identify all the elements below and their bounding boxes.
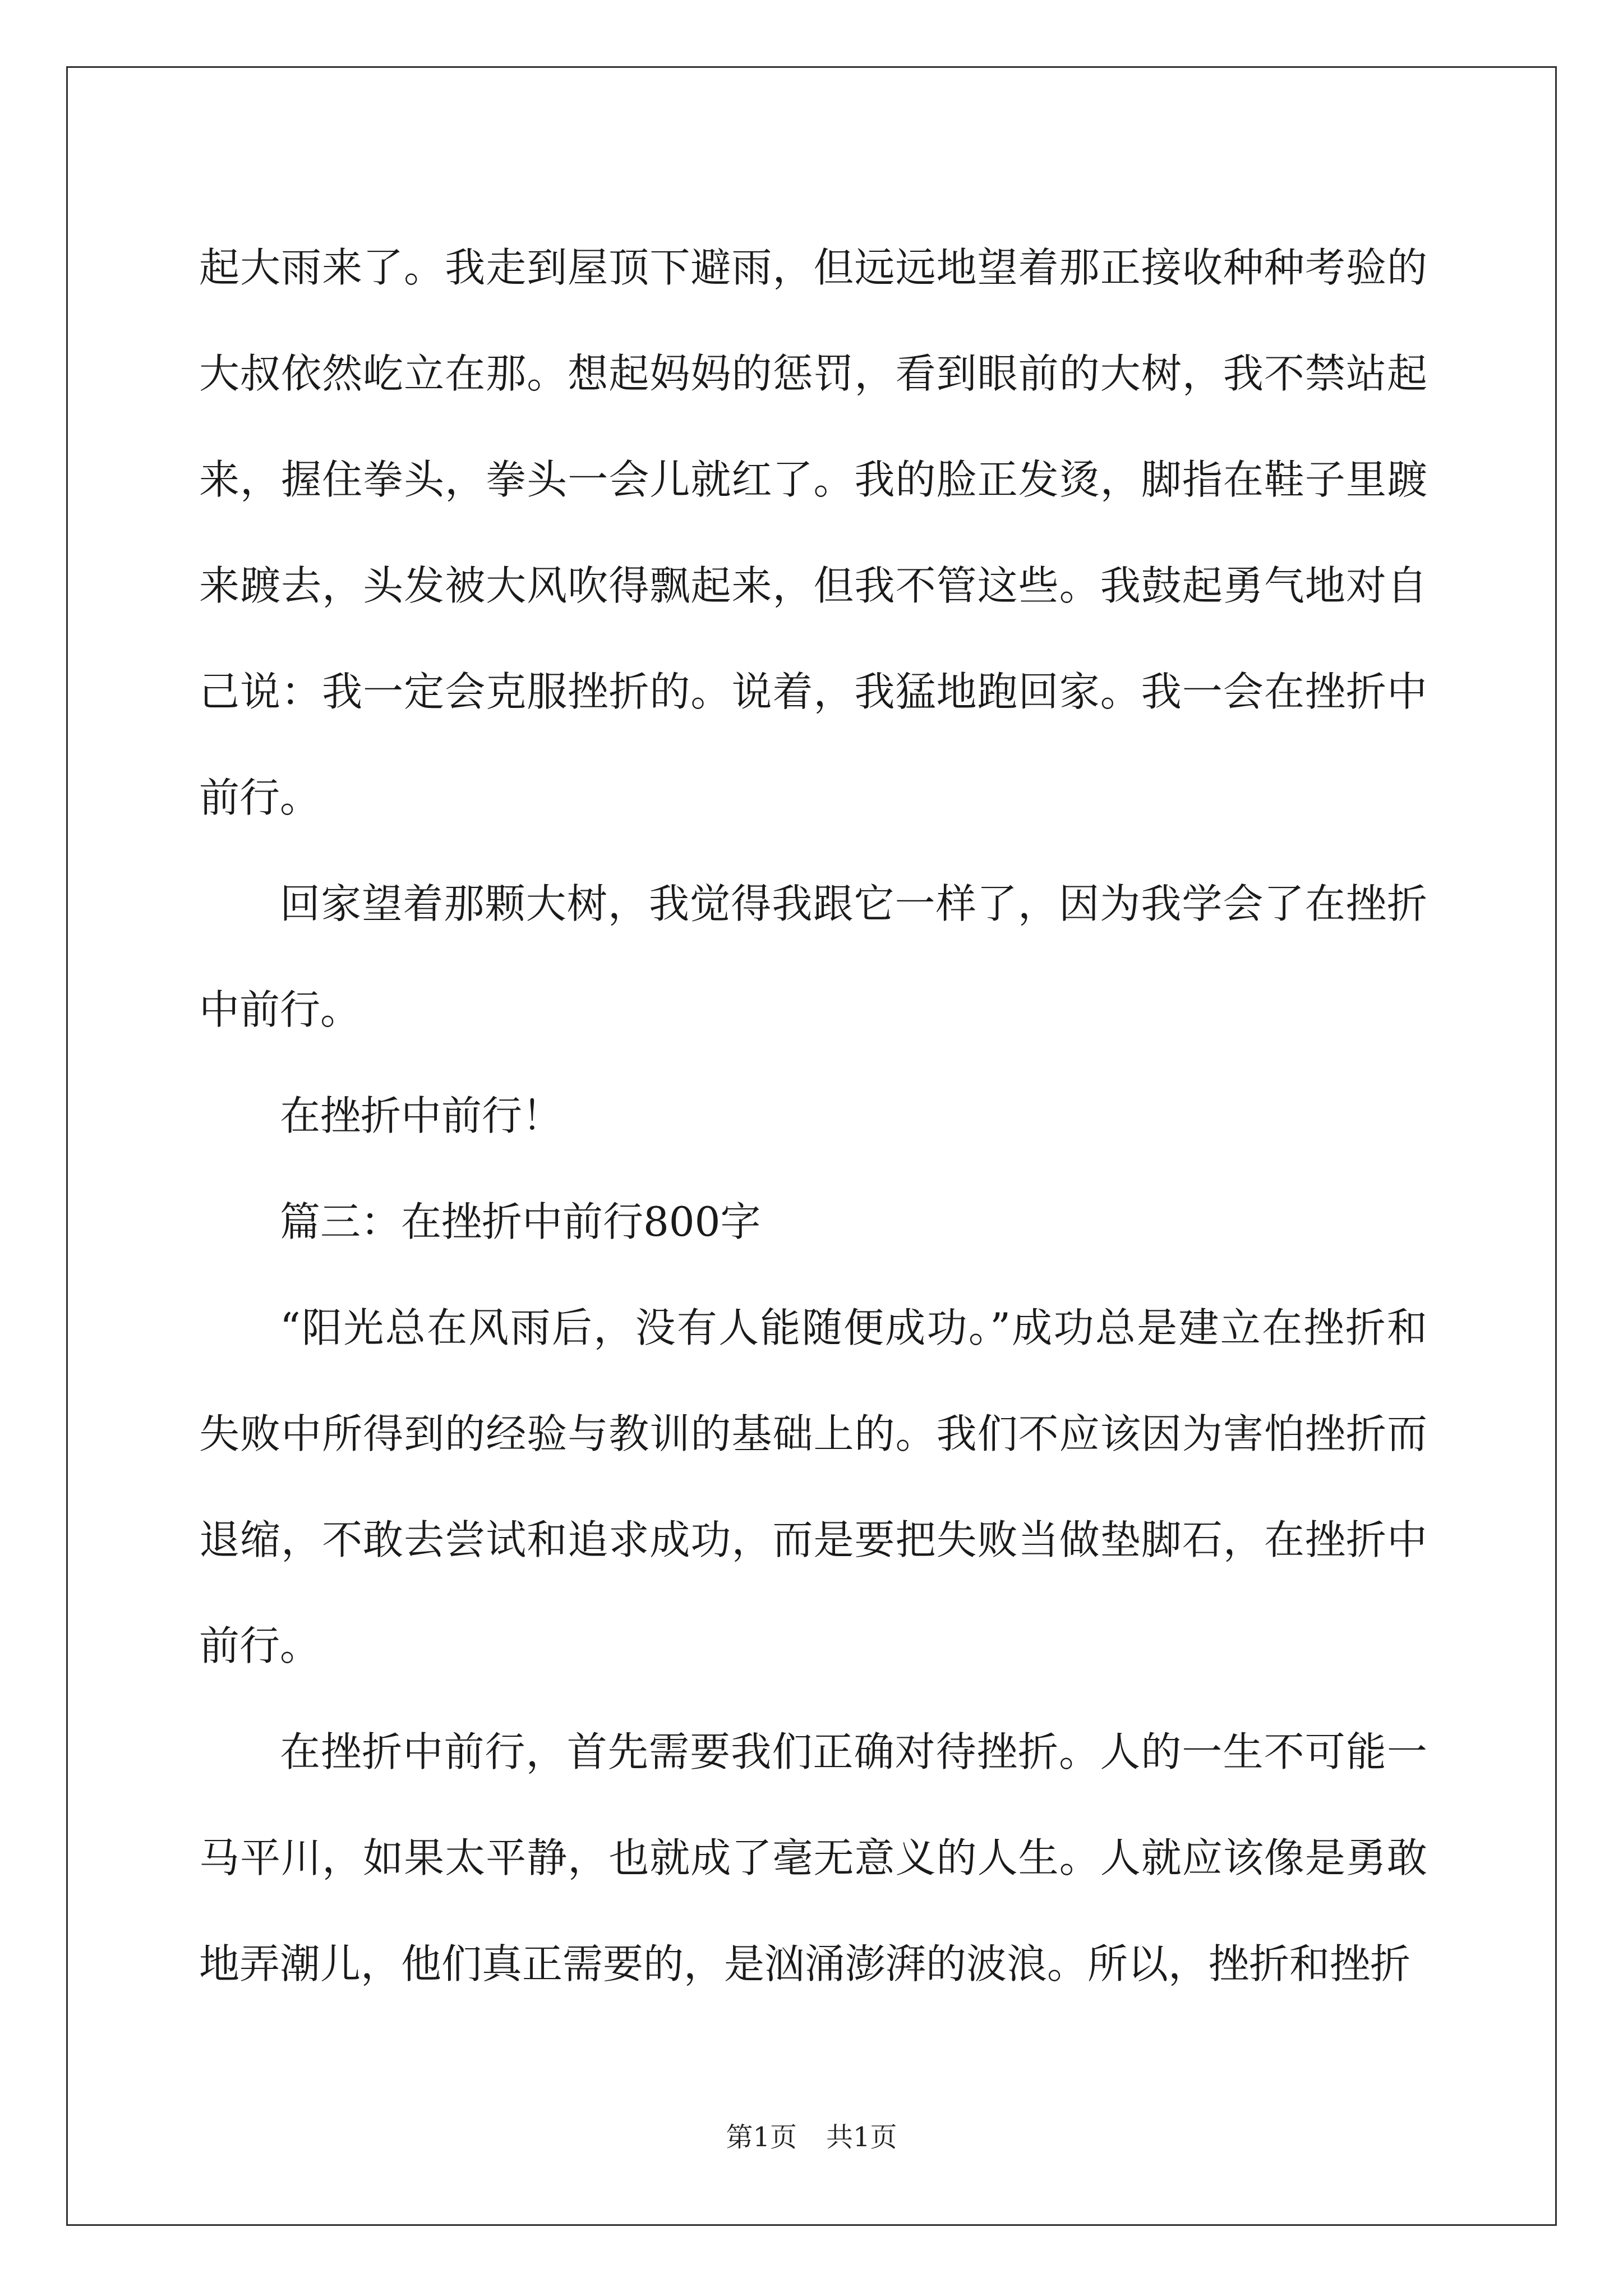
page-number: 第1页 — [726, 2122, 797, 2153]
paragraph: 在挫折中前行！ — [280, 1092, 563, 1139]
document-body — [199, 215, 1427, 2017]
paragraph: 在挫折中前行，首先需要我们正确对待挫折。人的一生不可能一马平川，如果太平静，也就成了毫无意义的人生。人就应该像是勇敢地弄潮儿，他们真正需要的，是汹涌澎湃的波浪。所以，挫折和挫折 — [199, 1728, 1427, 1987]
paragraph: 起大雨来了。我走到屋顶下避雨，但远远地望着那正接收种种考验的大叔依然屹立在那。想起妈妈的惩罚，看到眼前的大树，我不禁站起来，握住拳头，拳头一会儿就红了。我的脸正发烫，脚指在鞋子里踱来踱去，头发被大风吹得飘起来，但我不管这些。我鼓起勇气地对自己说：我一定会克服挫折的。说着，我猛地跑回家。我一会在挫折中前行。 — [199, 244, 1427, 821]
section-heading: 篇三：在挫折中前行800字 — [280, 1198, 761, 1245]
paragraph: 回家望着那颗大树，我觉得我跟它一样了，因为我学会了在挫折中前行。 — [199, 880, 1427, 1033]
page-total: 共1页 — [826, 2122, 897, 2153]
page-footer — [0, 2120, 1623, 2154]
paragraph: “阳光总在风雨后，没有人能随便成功。”成功总是建立在挫折和失败中所得到的经验与教训的基础上的。我们不应该因为害怕挫折而退缩，不敢去尝试和追求成功，而是要把失败当做垫脚石，在挫折中前行。 — [199, 1304, 1427, 1669]
